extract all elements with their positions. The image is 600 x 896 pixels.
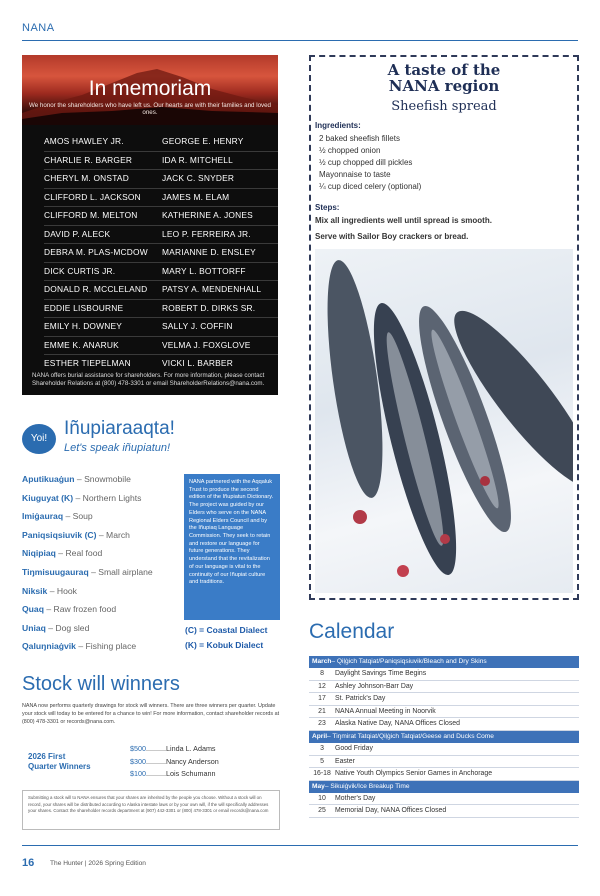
winner-row [130, 743, 219, 756]
dictionary-info-box: NANA partnered with the Aqqaluk Trust to produce the second edition of the Iñupiatun Dictionary. The project was guided by our Elders who serve on the NANA Regional Elders Council and by the Iñupiaq Language Commission. They seek to retain and restore our language for future generations. They understand that the revitalization of our language is vital to the continuity of our Iñupiat culture and traditions. [184, 474, 280, 620]
calendar-event-day: 3 [320, 744, 324, 752]
memoriam-name: CLIFFORD M. MELTON [44, 210, 138, 220]
calendar-event-day: 16-18 [313, 770, 331, 778]
memoriam-name: ESTHER TIEPELMAN [44, 358, 131, 368]
ingredient-item: ¼ cup diced celery (optional) [319, 182, 422, 191]
publication-name: The Hunter | 2026 Spring Edition [50, 860, 146, 867]
winner-name: Lois Schumann [165, 769, 216, 778]
calendar-event-day: 8 [320, 670, 324, 677]
memoriam-name: MARY L. BOTTORFF [162, 265, 246, 276]
calendar-event-name: Mother's Day [335, 794, 376, 802]
page-header [0, 0, 600, 44]
calendar-event-row [309, 681, 579, 694]
calendar-event-day: 25 [318, 807, 326, 815]
vocab-word: Imiġauraq [22, 511, 64, 522]
calendar-event-day: 21 [318, 707, 326, 715]
ingredient-item: 2 baked sheefish fillets [319, 134, 400, 143]
stock-paragraph: NANA now performs quarterly drawings for stock will winners. There are three winners per quarter. Update your stock will today to be entered for a chance to win! For more information, contact shareholder records at (800) 478-3301 or records@nana.com. [22, 703, 280, 725]
fish-on-ice-illustration [315, 249, 573, 593]
memoriam-name: GEORGE E. HENRY [162, 136, 244, 146]
inupiaq-subtitle: Let's speak iñupiatun! [64, 442, 171, 454]
vocab-item [22, 470, 192, 489]
vocab-item [22, 582, 192, 601]
memoriam-name: CHARLIE R. BARGER [44, 154, 133, 165]
vocab-word: Paniqsiqsiuvik (C) [22, 529, 97, 540]
quarter-winners-label [28, 752, 91, 772]
vocab-item [22, 507, 192, 526]
dialect-kobuk: (K) = Kobuk Dialect [185, 640, 264, 650]
step-item: Serve with Sailor Boy crackers or bread. [315, 232, 469, 241]
memoriam-name: EMME K. ANARUK [44, 339, 119, 350]
ingredients-heading: Ingredients: [315, 121, 361, 130]
sheefish-photo [315, 249, 573, 593]
page-number: 16 [22, 857, 35, 869]
calendar-month-name: May [312, 782, 325, 790]
winners-list [130, 743, 219, 781]
memoriam-name: EMILY H. DOWNEY [44, 321, 123, 331]
calendar-table [309, 656, 579, 818]
quarter-winners-label-line-1: 2026 First [28, 752, 66, 761]
memoriam-name: MARIANNE D. ENSLEY [162, 247, 256, 257]
section-title: NANA [22, 22, 55, 34]
vocab-word: Uniaq [22, 622, 46, 633]
memoriam-name: LEO P. FERREIRA JR. [162, 228, 251, 239]
memoriam-name: ROBERT D. DIRKS SR. [162, 302, 256, 313]
memoriam-name: IDA R. MITCHELL [162, 154, 233, 165]
vocab-item [22, 619, 192, 638]
vocab-meaning: – Snowmobile [74, 474, 131, 484]
winner-row [130, 756, 219, 769]
calendar-section [309, 620, 579, 818]
calendar-event-row [309, 718, 579, 731]
memoriam-name: VELMA J. FOXGLOVE [162, 339, 251, 350]
memoriam-name: DICK CURTIS JR. [44, 265, 116, 276]
memoriam-footer: NANA offers burial assistance for shareholders. For more information, please contact Shareholder Relations at (800) 478-3301 or email ShareholderRelations@nana.com. [32, 372, 265, 388]
vocab-item [22, 563, 192, 582]
memoriam-column-left [44, 133, 162, 373]
memoriam-name: SALLY J. COFFIN [162, 321, 233, 331]
recipe-title [311, 63, 577, 95]
calendar-event-row [309, 756, 579, 769]
winner-dots: .......... [146, 756, 166, 766]
calendar-month-band [309, 656, 579, 668]
vocab-item [22, 526, 192, 545]
vocab-item [22, 544, 192, 563]
memoriam-name: EDDIE LISBOURNE [44, 302, 124, 313]
calendar-event-name: Alaska Native Day, NANA Offices Closed [335, 720, 460, 728]
ingredient-item: ½ cup chopped dill pickles [319, 158, 413, 167]
memoriam-name: DONALD R. MCCLELAND [44, 284, 148, 294]
calendar-month-iñupiaq-names: – Sikuiġvik/Ice Breakup Time [324, 782, 410, 790]
winner-row [130, 768, 219, 781]
vocab-meaning: – Fishing place [75, 641, 137, 652]
calendar-event-name: St. Patrick's Day [335, 695, 386, 703]
vocab-word: Kiuguyat (K) [22, 492, 74, 503]
memoriam-name: CHERYL M. ONSTAD [44, 173, 129, 183]
calendar-event-row [309, 693, 579, 706]
calendar-event-day: 5 [320, 757, 324, 765]
vocab-meaning: – Real food [55, 548, 103, 559]
ingredient-item: Mayonnaise to taste [319, 170, 391, 179]
calendar-event-name: Easter [335, 757, 355, 765]
memoriam-name: PATSY A. MENDENHALL [162, 284, 262, 294]
calendar-event-row [309, 768, 579, 781]
memoriam-name: VICKI L. BARBER [162, 358, 233, 368]
calendar-event-day: 10 [318, 794, 326, 802]
stock-note-box: Submitting a stock will to NANA ensures that your shares are inherited by the people you choose. Without a stock will on record, your shares will be distributed according to Alaska intestate laws or by your own will, if the will specifically addresses your shares. Contact the shareholder records department at (907) 442-3301 or (800) 478-3301 or email records@nana.com [22, 790, 280, 830]
calendar-event-name: Memorial Day, NANA Offices Closed [335, 807, 447, 815]
inupiaq-title: Iñupiaraaqta! [64, 418, 175, 439]
memoriam-name: DEBRA M. PLAS-MCDOW [44, 247, 148, 257]
calendar-event-name: Daylight Savings Time Begins [335, 670, 427, 677]
calendar-event-name: Ashley Johnson-Barr Day [335, 682, 414, 690]
winner-amount: $300 [130, 756, 146, 766]
header-divider [22, 40, 578, 41]
memoriam-name: KATHERINE A. JONES [162, 210, 253, 220]
vocab-meaning: – March [96, 529, 130, 540]
vocab-word: Niksik [22, 585, 48, 596]
vocab-item [22, 489, 192, 508]
calendar-event-row [309, 743, 579, 756]
calendar-event-name: Native Youth Olympics Senior Games in Anchorage [335, 770, 493, 778]
vocab-word: Qaluŋniaġvik [22, 641, 76, 652]
vocab-meaning: – Soup [63, 511, 93, 522]
winner-dots: .......... [146, 744, 166, 753]
calendar-month-band [309, 781, 579, 793]
winner-name: Nancy Anderson [165, 756, 219, 766]
memoriam-name: DAVID P. ALECK [44, 228, 111, 239]
calendar-event-row [309, 793, 579, 806]
vocab-word: Niqipiaq [22, 548, 56, 559]
vocab-item [22, 637, 192, 656]
calendar-month-name: March [312, 658, 332, 665]
vocab-word: Tiŋmisuugauraq [22, 566, 89, 577]
recipe-title-line-1: A taste of the [387, 61, 501, 79]
vocab-word: Quaq [22, 604, 44, 615]
steps-list [315, 215, 492, 247]
calendar-month-iñupiaq-names: – Qiḷġich Tatqiat/Paniqsiqsiuvik/Bleach and Dry Skins [331, 658, 487, 665]
vocab-meaning: – Small airplane [88, 566, 153, 577]
stock-winners-section [22, 673, 280, 814]
recipe-title-line-2: NANA region [388, 76, 500, 95]
winner-name: Linda L. Adams [165, 744, 216, 753]
calendar-month-band [309, 731, 579, 743]
calendar-event-name: NANA Annual Meeting in Noorvik [335, 707, 436, 715]
vocab-meaning: – Raw frozen food [43, 604, 117, 615]
calendar-event-row [309, 706, 579, 719]
vocab-meaning: – Northern Lights [73, 492, 142, 503]
calendar-event-name: Good Friday [335, 744, 373, 752]
calendar-event-day: 12 [318, 682, 326, 690]
vocab-meaning: – Hook [47, 585, 77, 596]
calendar-event-day: 23 [318, 720, 326, 728]
memoriam-name: CLIFFORD L. JACKSON [44, 191, 141, 202]
winner-dots: .......... [146, 769, 166, 778]
speech-bubble-icon: Yoi! [22, 424, 56, 454]
memoriam-panel [22, 55, 278, 395]
vocab-item [22, 600, 192, 619]
ingredient-item: ½ chopped onion [319, 146, 381, 155]
dialect-coastal: (C) = Coastal Dialect [185, 625, 268, 635]
memoriam-subtitle: We honor the shareholders who have left us. Our hearts are with their families and loved ones. [28, 102, 271, 116]
winner-amount: $100 [130, 769, 146, 778]
calendar-title: Calendar [309, 620, 395, 643]
memoriam-name: JACK C. SNYDER [162, 173, 235, 183]
memoriam-name: AMOS HAWLEY JR. [44, 136, 124, 146]
calendar-event-row [309, 668, 579, 681]
step-item: Mix all ingredients well until spread is smooth. [315, 216, 492, 225]
recipe-panel [309, 55, 579, 600]
memoriam-name: JAMES M. ELAM [162, 191, 230, 202]
ingredients-list [319, 133, 421, 193]
calendar-month-iñupiaq-names: – Tiŋmirat Tatqiat/Qiḷġich Tatqiat/Geese and Ducks Come [327, 732, 494, 740]
recipe-subtitle: Sheefish spread [391, 99, 497, 114]
stock-title: Stock will winners [22, 673, 180, 695]
calendar-event-day: 17 [318, 695, 326, 703]
quarter-winners-label-line-2: Quarter Winners [28, 762, 91, 771]
steps-heading: Steps: [315, 203, 340, 212]
footer-divider [22, 845, 578, 846]
vocab-word: Aputikuaġun [22, 474, 75, 484]
memoriam-column-right [162, 133, 278, 373]
calendar-month-name: April [312, 732, 328, 740]
memoriam-title: In memoriam [88, 77, 212, 100]
calendar-event-row [309, 805, 579, 818]
winner-amount: $500 [130, 744, 146, 753]
vocab-meaning: – Dog sled [45, 622, 90, 633]
vocab-list [22, 470, 192, 656]
